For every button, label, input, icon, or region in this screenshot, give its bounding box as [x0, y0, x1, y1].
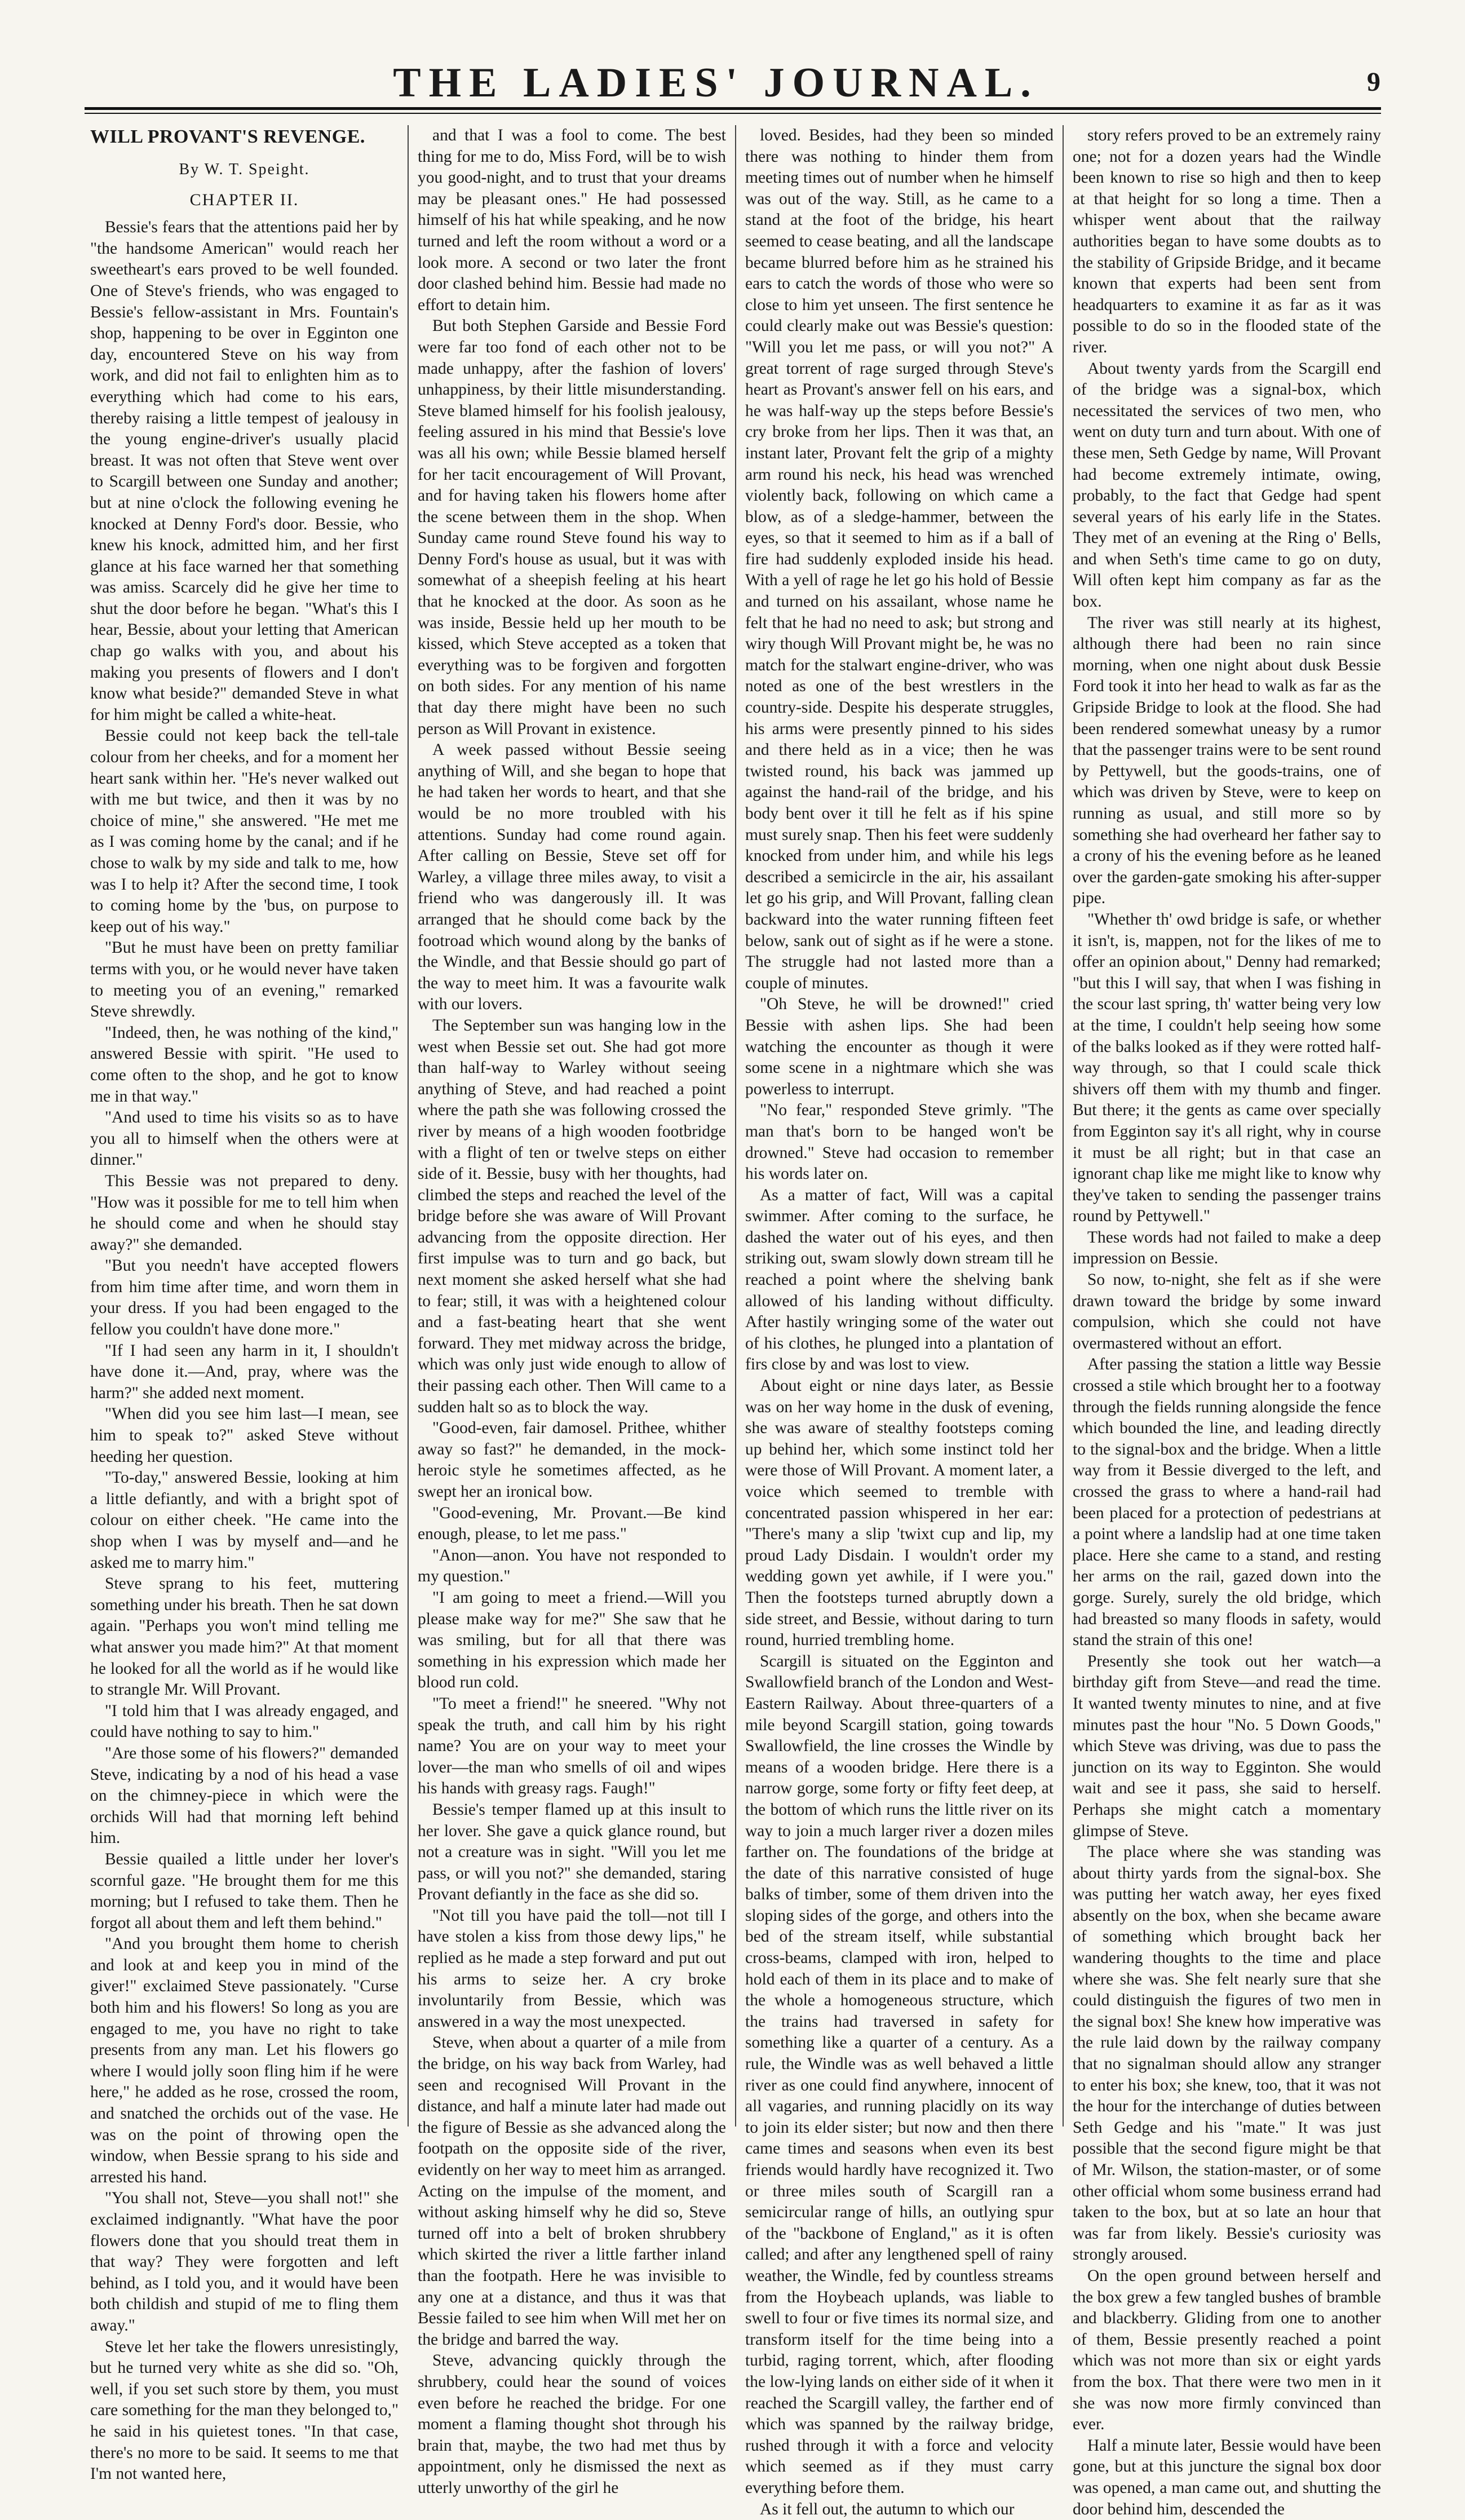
paragraph: So now, to-night, she felt as if she were drawn toward the bridge by some inward compulsion, which she could not have overmastered without an effort. [1073, 1270, 1381, 1354]
paragraph: "If I had seen any harm in it, I shouldn't have done it.—And, pray, where was the harm?" she added next moment. [90, 1341, 399, 1404]
paragraph: Steve let her take the flowers unresistingly, but he turned very white as she did so. "Oh, well, if you set such store by them, you must care something for the man they belonged to," he said in his quietest tones. "In that case, there's no more to be said. It seems to me that I'm not wanted here, [90, 2337, 399, 2485]
paragraph: Bessie's fears that the attentions paid her by "the handsome American" would reach her sweetheart's ears proved to be well founded. One of Steve's friends, who was engaged to Bessie's fellow-assistant in Mrs. Fountain's shop, happening to be over in Egginton one day, encountered Steve on his way from work, and did not fail to enlighten him as to everything which had come to his ears, thereby raising a little tempest of jealousy in the young engine-driver's usually placid breast. It was not often that Steve went over to Scargill between one Sunday and another; but at nine o'clock the following evening he knocked at Denny Ford's door. Bessie, who knew his knock, admitted him, and her first glance at his face warned her that something was amiss. Scarcely did he give her time to shut the door before he began. "What's this I hear, Bessie, about your letting that American chap go walks with you, and about his making you presents of flowers and I don't know what beside?" demanded Steve in what for him might be called a white-heat. [90, 217, 399, 726]
paragraph: "Oh Steve, he will be drowned!" cried Bessie with ashen lips. She had been watching the encounter as though it were some scene in a nightmare which she was powerless to interrupt. [745, 994, 1054, 1100]
paragraph: loved. Besides, had they been so minded there was nothing to hinder them from meeting times out of number when he himself was out of the way. Still, as he came to a stand at the foot of the bridge, his heart seemed to cease beating, and all the landscape became blurred before him as he strained his ears to catch the words of those who were so close to him yet unseen. The first sentence he could clearly make out was Bessie's question: "Will you let me pass, or will you not?" A great torrent of rage surged through Steve's heart as Provant's answer fell on his ears, and he was half-way up the steps before Bessie's cry broke from her lips. Then it was that, an instant later, Provant felt the grip of a mighty arm round his neck, his head was wrenched violently back, following on which came a blow, as of a sledge-hammer, between the eyes, so that it seemed to him as if a ball of fire had suddenly exploded inside his head. With a yell of rage he let go his hold of Bessie and turned on his assailant, whose name he felt that he had no need to ask; but strong and wiry though Will Provant might be, he was no match for the stalwart engine-driver, who was noted as one of the best wrestlers in the country-side. Despite his desperate struggles, his arms were presently pinned to his sides and there held as in a vice; then he was twisted round, his back was jammed up against the hand-rail of the bridge, and his body bent over it till he felt as if his spine must surely snap. Then his feet were suddenly knocked from under him, and while his legs described a semicircle in the air, his assailant let go his grip, and Will Provant, falling clean backward into the water running fifteen feet below, sank out of sight as if he were a stone. The struggle had not lasted more than a couple of minutes. [745, 125, 1054, 994]
story-byline: By W. T. Speight. [90, 159, 399, 180]
paragraph: "Good-even, fair damosel. Prithee, whither away so fast?" he demanded, in the mock-heroic style he sometimes affected, as he swept her an ironical bow. [418, 1418, 726, 1502]
paragraph: The place where she was standing was about thirty yards from the signal-box. She was putting her watch away, her eyes fixed absently on the box, when she became aware of something which brought back her wandering thoughts to the time and place where she was. She felt nearly sure that she could distinguish the figures of two men in the signal box! She knew how imperative was the rule laid down by the railway company that no signalman should allow any stranger to enter his box; she knew, too, that it was not the hour for the interchange of duties between Seth Gedge and his "mate." It was just possible that the second figure might be that of Mr. Wilson, the station-master, or of some other official whom some business errand had taken to the box, but at so late an hour that was far from likely. Bessie's curiosity was strongly aroused. [1073, 1842, 1381, 2266]
chapter-heading: CHAPTER II. [90, 189, 399, 211]
paragraph: But both Stephen Garside and Bessie Ford were far too fond of each other not to be made unhappy, after the fashion of lovers' unhappiness, by their little misunderstanding. Steve blamed himself for his foolish jealousy, feeling assured in his mind that Bessie's love was all his own; while Bessie blamed herself for her tacit encouragement of Will Provant, and for having taken his flowers home after the scene between them in the shop. When Sunday came round Steve found his way to Denny Ford's house as usual, but it was with somewhat of a sheepish feeling at his heart that he knocked at the door. As soon as he was inside, Bessie held up her mouth to be kissed, which Steve accepted as a token that everything was to be forgiven and forgotten on both sides. For any mention of his name that day there might have been no such person as Will Provant in existence. [418, 316, 726, 740]
paragraph: "I told him that I was already engaged, and could have nothing to say to him." [90, 1701, 399, 1743]
header-rule [85, 107, 1381, 110]
column-2-body [418, 125, 726, 2499]
paragraph: and that I was a fool to come. The best thing for me to do, Miss Ford, will be to wish you good-night, and to trust that your dreams may be pleasant ones." He had possessed himself of his hat while speaking, and he now turned and left the room without a word or a look more. A second or two later the front door clashed behind him. Bessie had made no effort to detain him. [418, 125, 726, 316]
paragraph: Steve, when about a quarter of a mile from the bridge, on his way back from Warley, had seen and recognised Will Provant in the distance, and half a minute later had made out the figure of Bessie as she advanced along the footpath on the opposite side of the river, evidently on her way to meet him as arranged. Acting on the impulse of the moment, and without asking himself why he did so, Steve turned off into a belt of broken shrubbery which skirted the river a little farther inland than the footpath. Here he was invisible to any one at a distance, and thus it was that Bessie failed to see him when Will met her on the bridge and barred the way. [418, 2032, 726, 2350]
paragraph: "Indeed, then, he was nothing of the kind," answered Bessie with spirit. "He used to come often to the shop, and he got to know me in that way." [90, 1023, 399, 1107]
paragraph: "When did you see him last—I mean, see him to speak to?" asked Steve without heeding her question. [90, 1404, 399, 1467]
column-3 [745, 125, 1054, 2126]
paragraph: About twenty yards from the Scargill end of the bridge was a signal-box, which necessitated the services of two men, who went on duty turn and turn about. With one of these men, Seth Gedge by name, Will Provant had become extremely intimate, owing, probably, to the fact that Gedge had spent several years of his early life in the States. They met of an evening at the Ring o' Bells, and when Seth's time came to go on duty, Will often kept him company as far as the box. [1073, 359, 1381, 613]
paragraph: Steve sprang to his feet, muttering something under his breath. Then he sat down again. "Perhaps you won't mind telling me what answer you made him?" At that moment he looked for all the world as if he would like to strangle Mr. Will Provant. [90, 1573, 399, 1701]
paragraph: "But you needn't have accepted flowers from him time after time, and worn them in your dress. If you had been engaged to the fellow you couldn't have done more." [90, 1255, 399, 1340]
paragraph: About eight or nine days later, as Bessie was on her way home in the dusk of evening, she was aware of stealthy footsteps coming up behind her, which some instinct told her were those of Will Provant. A moment later, a voice which seemed to tremble with concentrated passion whispered in her ear: "There's many a slip 'twixt cup and lip, my proud Lady Disdain. I wouldn't order my wedding gown yet awhile, if I were you." Then the footsteps turned abruptly down a side street, and Bessie, without daring to turn round, hurried trembling home. [745, 1376, 1054, 1651]
story-title: WILL PROVANT'S REVENGE. [90, 125, 399, 149]
masthead: THE LADIES' JOURNAL. [85, 59, 1347, 107]
paragraph: The September sun was hanging low in the west when Bessie set out. She had got more than half-way to Warley without seeing anything of Steve, and had reached a point where the path she was following crossed the river by means of a high wooden footbridge with a flight of ten or twelve steps on either side of it. Bessie, busy with her thoughts, had climbed the steps and reached the level of the bridge before she was aware of Will Provant advancing from the opposite direction. Her first impulse was to turn and go back, but next moment she asked herself what she had to fear; still, it was with a heightened colour and a fast-beating heart that she went forward. They met midway across the bridge, which was only just wide enough to allow of their passing each other. Then Will came to a sudden halt so as to block the way. [418, 1015, 726, 1418]
article-columns [90, 125, 1381, 2126]
paragraph: "You shall not, Steve—you shall not!" she exclaimed indignantly. "What have the poor flowers done that you should treat them in that way? They were forgotten and left behind, as I told you, and it would have been both childish and stupid of me to fling them away." [90, 2188, 399, 2336]
paragraph: The river was still nearly at its highest, although there had been no rain since morning, when one night about dusk Bessie Ford took it into her head to walk as far as the Gripside Bridge to look at the flood. She had been rendered somewhat uneasy by a rumor that the passenger trains were to be sent round by Pettywell, but the goods-trains, one of which was driven by Steve, were to keep on running as usual, and still more so by something she had overheard her father say to a crony of his the evening before as he leaned over the garden-gate smoking his after-supper pipe. [1073, 613, 1381, 909]
paragraph: story refers proved to be an extremely rainy one; not for a dozen years had the Windle been known to rise so high and then to keep at that height for so long a time. Then a whisper went about that the railway authorities began to have some doubts as to the stability of Gripside Bridge, and it became known that experts had been sent from headquarters to examine it as far as it was possible to do so in the flooded state of the river. [1073, 125, 1381, 359]
paragraph: Presently she took out her watch—a birthday gift from Steve—and read the time. It wanted twenty minutes to nine, and at five minutes past the hour "No. 5 Down Goods," which Steve was driving, was due to pass the junction on its way to Egginton. She would wait and see it pass, she said to herself. Perhaps she might catch a momentary glimpse of Steve. [1073, 1651, 1381, 1842]
paragraph: "And used to time his visits so as to have you all to himself when the others were at dinner." [90, 1107, 399, 1171]
paragraph: On the open ground between herself and the box grew a few tangled bushes of bramble and blackberry. Gliding from one to another of them, Bessie presently reached a point which was not more than six or eight yards from the box. That there were two men in it she was now more firmly convinced than ever. [1073, 2266, 1381, 2435]
column-1 [90, 125, 399, 2126]
paragraph: Bessie's temper flamed up at this insult to her lover. She gave a quick glance round, but not a creature was in sight. "Will you let me pass, or will you not?" she demanded, staring Provant defiantly in the face as she did so. [418, 1800, 726, 1906]
paragraph: "Not till you have paid the toll—not till I have stolen a kiss from those dewy lips," he replied as he made a step forward and put out his arms to seize her. A cry broke involuntarily from Bessie, which was answered in a way the most unexpected. [418, 1906, 726, 2033]
column-1-body [90, 217, 399, 2485]
paragraph: Steve, advancing quickly through the shrubbery, could hear the sound of voices even before he reached the bridge. For one moment a flaming thought shot through his brain that, maybe, the two had met thus by appointment, only he dismissed the next as utterly unworthy of the girl he [418, 2350, 726, 2499]
paragraph: "To-day," answered Bessie, looking at him a little defiantly, and with a bright spot of colour on either cheek. "He came into the shop when I was by myself and—and he asked me to marry him." [90, 1467, 399, 1573]
paragraph: After passing the station a little way Bessie crossed a stile which brought her to a footway through the fields running alongside the fence which bounded the line, and leading directly to the signal-box and the bridge. When a little way from it Bessie diverged to the left, and crossed the grass to where a hand-rail had been placed for a protection of pedestrians at a point where a landslip had at one time taken place. Here she came to a stand, and resting her arms on the rail, gazed down into the gorge. Surely, surely the old bridge, which had breasted so many floods in safety, would stand the strain of this one! [1073, 1354, 1381, 1651]
paragraph: "Good-evening, Mr. Provant.—Be kind enough, please, to let me pass." [418, 1503, 726, 1545]
column-3-body [745, 125, 1054, 2520]
column-4 [1073, 125, 1381, 2126]
column-2 [418, 125, 726, 2126]
paragraph: "But he must have been on pretty familiar terms with you, or he would never have taken to meeting you of an evening," remarked Steve shrewdly. [90, 938, 399, 1022]
column-4-body [1073, 125, 1381, 2520]
paragraph: As a matter of fact, Will was a capital swimmer. After coming to the surface, he dashed the water out of his eyes, and then striking out, swam slowly down stream till he reached a point where the shelving bank allowed of his landing without difficulty. After hastily wringing some of the water out of his clothes, he plunged into a plantation of firs close by and was lost to view. [745, 1185, 1054, 1376]
paragraph: As it fell out, the autumn to which our [745, 2499, 1054, 2520]
header-rule-thin [85, 113, 1381, 114]
paragraph: Bessie could not keep back the tell-tale colour from her cheeks, and for a moment her heart sank within her. "He's never walked out with me but twice, and then it was by no choice of mine," she answered. "He met me as I was coming home by the canal; and if he chose to walk by my side and talk to me, how was I to help it? After the second time, I took to coming home by the 'bus, on purpose to keep out of his way." [90, 726, 399, 938]
page-number: 9 [1367, 67, 1380, 98]
paragraph: This Bessie was not prepared to deny. "How was it possible for me to tell him when he should come and when he should stay away?" she demanded. [90, 1171, 399, 1255]
paragraph: A week passed without Bessie seeing anything of Will, and she began to hope that he had taken her words to heart, and that she would be no more troubled with his attentions. Sunday had come round again. After calling on Bessie, Steve set off for Warley, a village three miles away, to visit a friend who was dangerously ill. It was arranged that he should come back by the footroad which wound along by the banks of the Windle, and that Bessie should go part of the way to meet him. It was a favourite walk with our lovers. [418, 740, 726, 1015]
paragraph: "Are those some of his flowers?" demanded Steve, indicating by a nod of his head a vase on the chimney-piece in which were the orchids Will had that morning left behind him. [90, 1743, 399, 1849]
paragraph: "No fear," responded Steve grimly. "The man that's born to be hanged won't be drowned." Steve had occasion to remember his words later on. [745, 1100, 1054, 1184]
paragraph: These words had not failed to make a deep impression on Bessie. [1073, 1227, 1381, 1270]
paragraph: Scargill is situated on the Egginton and Swallowfield branch of the London and West-Eastern Railway. About three-quarters of a mile beyond Scargill station, going towards Swallowfield, the line crosses the Windle by means of a wooden bridge. Here there is a narrow gorge, some forty or fifty feet deep, at the bottom of which runs the little river on its way to join a much larger river a dozen miles farther on. The foundations of the bridge at the date of this narrative consisted of huge balks of timber, some of them driven into the sloping sides of the gorge, and others into the bed of the stream itself, while substantial cross-beams, clamped with iron, helped to hold each of them in its place and to make of the whole a homogeneous structure, which the trains had traversed in safety for something like a quarter of a century. As a rule, the Windle was as well behaved a little river as one could find anywhere, innocent of all vagaries, and running placidly on its way to join its elder sister; but now and then there came times and seasons when even its best friends would hardly have recognized it. Two or three miles south of Scargill ran a semicircular range of hills, an outlying spur of the "backbone of England," as it is often called; and after any lengthened spell of rainy weather, the Windle, fed by countless streams from the Hoybeach uplands, was liable to swell to four or five times its normal size, and transform itself for the time being into a turbid, raging torrent, which, after flooding the low-lying lands on either side of it when it reached the Scargill valley, the farther end of which was spanned by the railway bridge, rushed through it with a force and velocity which seemed as if they must carry everything before them. [745, 1651, 1054, 2499]
paragraph: "I am going to meet a friend.—Will you please make way for me?" She saw that he was smiling, but for all that there was something in his expression which made her blood run cold. [418, 1588, 726, 1694]
paragraph: "Anon—anon. You have not responded to my question." [418, 1545, 726, 1588]
paragraph: "To meet a friend!" he sneered. "Why not speak the truth, and call him by his right name? You are on your way to meet your lover—the man who smells of oil and wipes his hands with greasy rags. Faugh!" [418, 1694, 726, 1800]
paragraph: "Whether th' owd bridge is safe, or whether it isn't, is, mappen, not for the likes of me to offer an opinion about," Denny had remarked; "but this I will say, that when I was fishing in the scour last spring, th' watter being very low at the time, I couldn't help seeing how some of the balks looked as if they were rotted half-way through, so that I could scale thick shivers off them with my thumb and finger. But there; it the gents as came over specially from Egginton say it's all right, why in course it must be all right; but in that case an ignorant chap like me might like to know why they've taken to sending the passenger trains round by Pettywell." [1073, 909, 1381, 1227]
paragraph: Half a minute later, Bessie would have been gone, but at this juncture the signal box door was opened, a man came out, and shutting the door behind him, descended the [1073, 2435, 1381, 2520]
paragraph: "And you brought them home to cherish and look at and keep you in mind of the giver!" exclaimed Steve passionately. "Curse both him and his flowers! So long as you are engaged to me, you have no right to take presents from any man. Let his flowers go where I would jolly soon fling him if he were here," he added as he rose, crossed the room, and snatched the orchids out of the vase. He was on the point of throwing open the window, when Bessie sprang to his side and arrested his hand. [90, 1934, 399, 2188]
paragraph: Bessie quailed a little under her lover's scornful gaze. "He brought them for me this morning; but I refused to take them. Then he forgot all about them and left them behind." [90, 1849, 399, 1934]
